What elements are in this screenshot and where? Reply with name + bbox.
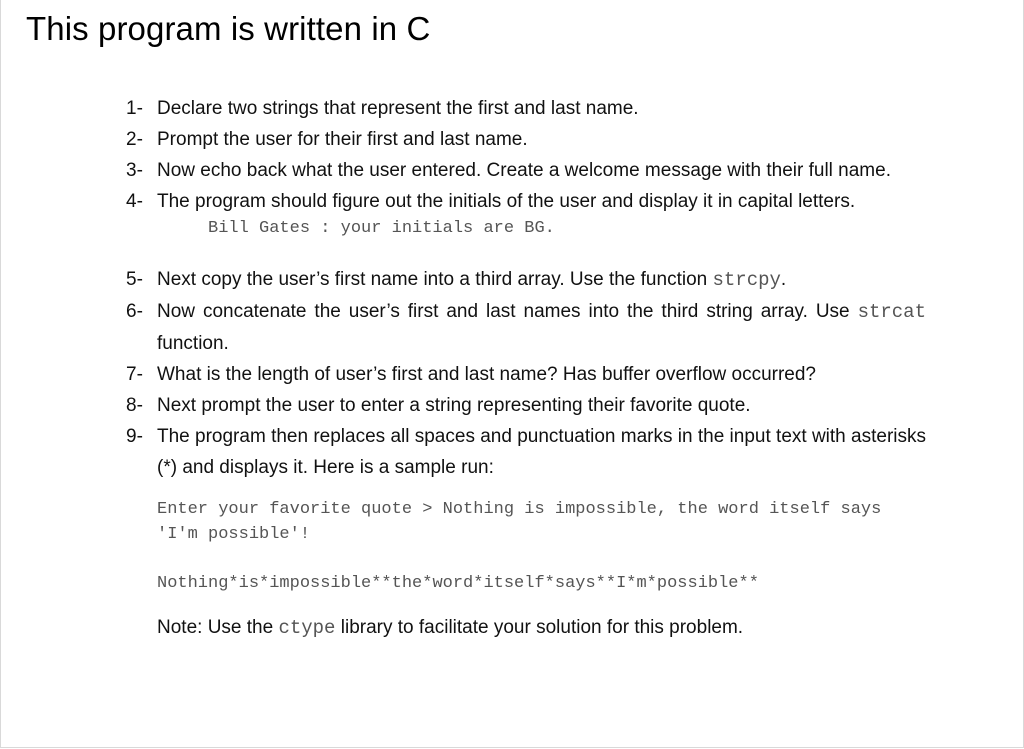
item-text: Next prompt the user to enter a string representing their favorite quote. [157, 395, 751, 416]
item-number: 8- [126, 395, 143, 416]
list-item [126, 296, 926, 359]
list-item [126, 359, 926, 390]
item-text-before: Now concatenate the user’s first and last names into the third string array. Use [157, 301, 858, 322]
note [126, 612, 926, 644]
item-text-after: function. [157, 333, 229, 354]
page-title: This program is written in C [26, 10, 431, 47]
list-item [126, 124, 926, 155]
item-number: 4- [126, 191, 143, 212]
instruction-list [126, 93, 926, 644]
note-text-after: library to facilitate your solution for this problem. [335, 617, 744, 638]
item-text-after: . [780, 269, 787, 290]
sample-run [126, 497, 926, 596]
item-text [157, 264, 926, 296]
item-text: Declare two strings that represent the first and last name. [157, 98, 639, 119]
item-text: The program should figure out the initials of the user and display it in capital letters. [157, 191, 856, 212]
item-text: The program then replaces all spaces and punctuation marks in the input text with asterisks (*) and displays it. Here is a sample run: [157, 426, 926, 478]
inline-code: strcat [857, 301, 926, 323]
sample-output-line: Nothing*is*impossible**the*word*itself*says**I*m*possible** [157, 574, 759, 593]
item-text: Now echo back what the user entered. Create a welcome message with their full name. [157, 160, 891, 181]
initials-example: Bill Gates : your initials are BG. [208, 219, 555, 238]
list-item [126, 390, 926, 421]
sample-prompt-line: Enter your favorite quote > Nothing is impossible, the word itself says 'I'm possible'! [157, 500, 882, 544]
item-number: 7- [126, 364, 143, 385]
list-item [126, 155, 926, 186]
list-item [126, 264, 926, 296]
item-number: 3- [126, 160, 143, 181]
item-number: 9- [126, 426, 143, 447]
item-text [157, 296, 926, 359]
inline-code: ctype [278, 617, 336, 639]
item-number: 2- [126, 129, 143, 150]
list-item [126, 421, 926, 483]
list-item [126, 93, 926, 124]
list-item [126, 186, 926, 217]
item-text-before: Next copy the user’s first name into a third array. Use the function [157, 269, 713, 290]
item-number: 6- [126, 301, 143, 322]
item-text: Prompt the user for their first and last name. [157, 129, 528, 150]
item-text: What is the length of user’s first and last name? Has buffer overflow occurred? [157, 364, 816, 385]
item-number: 5- [126, 269, 143, 290]
item-number: 1- [126, 98, 143, 119]
inline-code: strcpy [712, 269, 781, 291]
note-text-before: Note: Use the [157, 617, 279, 638]
